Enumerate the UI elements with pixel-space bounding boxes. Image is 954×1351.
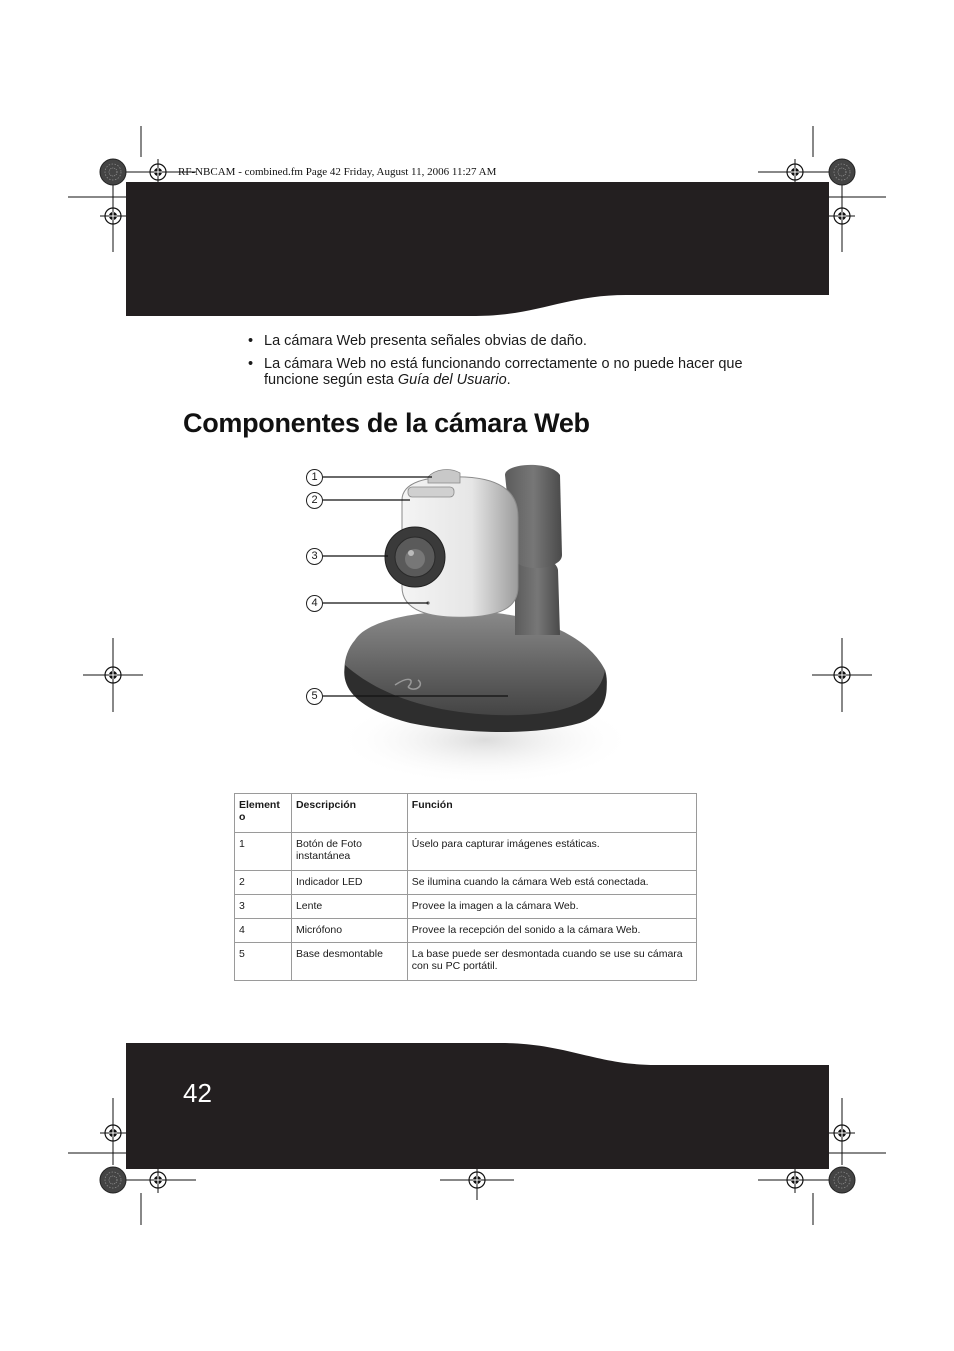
cell-description: Base desmontable <box>291 943 407 981</box>
table-row <box>235 919 697 943</box>
cell-description: Micrófono <box>291 919 407 943</box>
header-element: Element o <box>235 794 292 833</box>
cell-element: 4 <box>235 919 292 943</box>
cell-description: Botón de Foto instantánea <box>291 833 407 871</box>
bullet-symbol: • <box>248 333 254 349</box>
bullet-emphasis: Guía del Usuario <box>397 372 507 388</box>
table-row <box>235 943 697 981</box>
cell-element: 5 <box>235 943 292 981</box>
cell-element: 3 <box>235 895 292 919</box>
components-table <box>234 793 697 981</box>
header-description: Descripción <box>291 794 407 833</box>
header-function: Función <box>407 794 696 833</box>
cell-function: Provee la recepción del sonido a la cámara Web. <box>407 919 696 943</box>
cell-description: Lente <box>291 895 407 919</box>
table-row <box>235 833 697 871</box>
cell-function: La base puede ser desmontada cuando se use su cámara con su PC portátil. <box>407 943 696 981</box>
cell-element: 1 <box>235 833 292 871</box>
table-header-row <box>235 794 697 833</box>
page-number: 42 <box>183 1078 212 1108</box>
bullet-text: La cámara Web no está funcionando correctamente o no puede hacer que funcione según esta <box>264 356 743 388</box>
print-slug: RF-NBCAM - combined.fm Page 42 Friday, August 11, 2006 11:27 AM <box>178 166 497 178</box>
bullet-text-end: . <box>506 372 511 388</box>
cell-element: 2 <box>235 871 292 895</box>
callout-3: 3 <box>306 548 323 565</box>
footer-band <box>126 1043 829 1169</box>
section-title: Componentes de la cámara Web <box>183 408 590 438</box>
table-row <box>235 871 697 895</box>
table-row <box>235 895 697 919</box>
callout-2: 2 <box>306 492 323 509</box>
cell-function: Úselo para capturar imágenes estáticas. <box>407 833 696 871</box>
callout-4: 4 <box>306 595 323 612</box>
cell-description: Indicador LED <box>291 871 407 895</box>
cell-function: Se ilumina cuando la cámara Web está conectada. <box>407 871 696 895</box>
callout-5: 5 <box>306 688 323 705</box>
cell-function: Provee la imagen a la cámara Web. <box>407 895 696 919</box>
bullet-text: La cámara Web presenta señales obvias de daño. <box>264 333 587 349</box>
bullet-symbol: • <box>248 356 254 372</box>
callout-1: 1 <box>306 469 323 486</box>
